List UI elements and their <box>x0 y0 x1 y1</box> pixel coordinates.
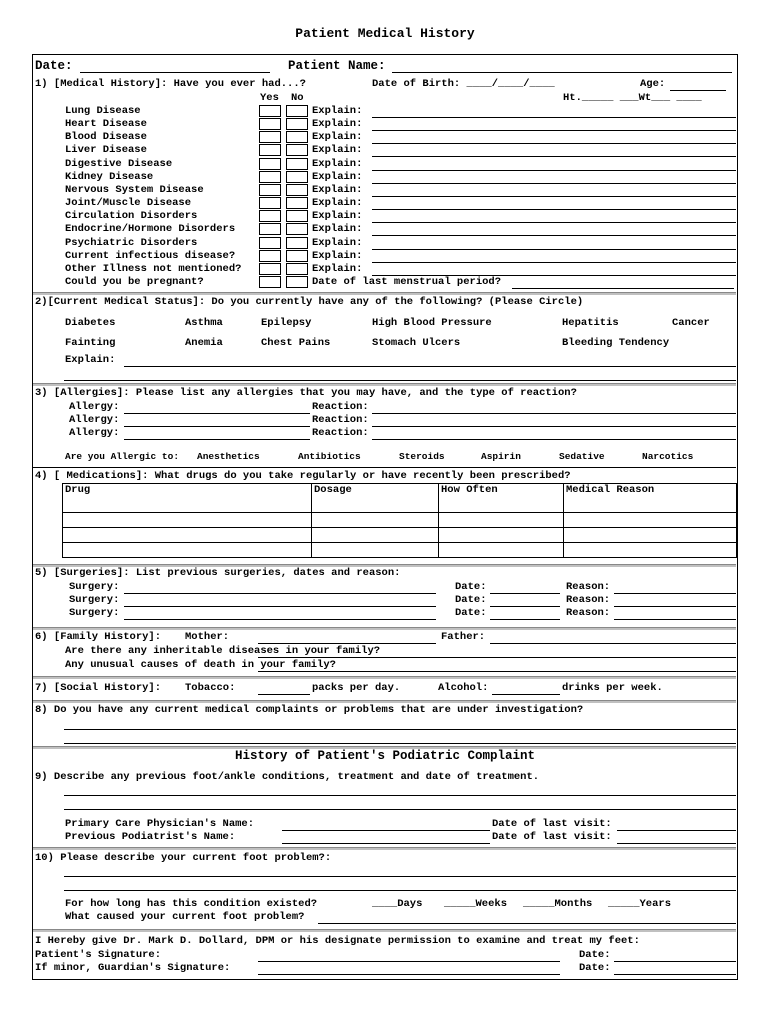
death-causes-question: Any unusual causes of death in your family? <box>65 659 336 671</box>
surgery-date-field[interactable] <box>490 593 560 594</box>
s2-explain-field[interactable] <box>124 366 736 367</box>
s2-heading: 2)[Current Medical Status]: Do you currently have any of the following? (Please Circle) <box>35 296 584 308</box>
explain-field[interactable] <box>372 156 736 157</box>
surgery-date-field[interactable] <box>490 606 560 607</box>
alcohol-field[interactable] <box>492 694 560 695</box>
condition-label: Liver Disease <box>65 144 147 156</box>
explain-label: Explain: <box>312 197 363 209</box>
cond-hepatitis[interactable]: Hepatitis <box>562 317 619 329</box>
s1-heading: 1) [Medical History]: Have you ever had...? <box>35 78 306 90</box>
pcp-last-visit-field[interactable] <box>617 830 736 831</box>
pcp-label: Primary Care Physician's Name: <box>65 818 255 830</box>
age-label: Age: <box>640 78 666 90</box>
surgery-date-field[interactable] <box>490 619 560 620</box>
ht-wt-label: Ht._____ ___Wt___ ____ <box>563 92 702 104</box>
surgery-reason-field[interactable] <box>614 619 736 620</box>
table-row[interactable] <box>63 513 737 528</box>
yes-checkbox[interactable] <box>259 223 281 235</box>
explain-label: Explain: <box>312 250 363 262</box>
inheritable-question: Are there any inheritable diseases in your family? <box>65 645 381 657</box>
explain-label: Explain: <box>312 184 363 196</box>
separator <box>33 383 736 386</box>
s3-heading: 3) [Allergies]: Please list any allergies that you may have, and the type of reaction? <box>35 387 577 399</box>
weeks-option[interactable]: _____Weeks <box>444 898 508 910</box>
cond-chest-pains[interactable]: Chest Pains <box>261 337 331 349</box>
guardian-sig-date-label: Date: <box>579 962 611 974</box>
allergy-label-1: Allergy: <box>69 401 120 413</box>
podiatric-title: History of Patient's Podiatric Complaint <box>234 749 536 763</box>
no-checkbox[interactable] <box>286 210 308 222</box>
no-checkbox[interactable] <box>286 171 308 183</box>
explain-label: Explain: <box>312 237 363 249</box>
patient-sig-date-field[interactable] <box>614 961 736 962</box>
no-checkbox[interactable] <box>286 250 308 262</box>
s8-field-2[interactable] <box>64 743 736 744</box>
days-option[interactable]: ____Days <box>372 898 423 910</box>
how-long-label: For how long has this condition existed? <box>65 898 318 910</box>
allergy-field-3[interactable] <box>124 439 310 440</box>
condition-label: Current infectious disease? <box>65 250 236 262</box>
separator <box>33 292 736 295</box>
explain-field[interactable] <box>372 170 736 171</box>
cond-asthma[interactable]: Asthma <box>185 317 223 329</box>
allergic-to-label: Are you Allergic to: <box>65 451 180 462</box>
menstrual-field[interactable] <box>512 288 734 289</box>
surgery-label: Surgery: <box>69 581 120 593</box>
yes-checkbox[interactable] <box>259 131 281 143</box>
yes-checkbox[interactable] <box>259 197 281 209</box>
s9-field-1[interactable] <box>64 795 736 796</box>
no-checkbox[interactable] <box>286 131 308 143</box>
cause-field[interactable] <box>318 923 736 924</box>
allergen-antibiotics[interactable]: Antibiotics <box>298 451 361 462</box>
no-checkbox[interactable] <box>286 223 308 235</box>
yes-checkbox[interactable] <box>259 171 281 183</box>
surgery-date-label: Date: <box>455 594 487 606</box>
surgery-field[interactable] <box>124 593 436 594</box>
patient-signature-field[interactable] <box>258 961 560 962</box>
surgery-reason-label: Reason: <box>566 607 611 619</box>
no-checkbox[interactable] <box>286 184 308 196</box>
dob-label: Date of Birth: ____/____/____ <box>372 78 555 90</box>
surgery-label: Surgery: <box>69 594 120 606</box>
reaction-field-2[interactable] <box>372 426 736 427</box>
patient-name-field[interactable] <box>392 72 732 73</box>
no-checkbox[interactable] <box>286 105 308 117</box>
yes-checkbox[interactable] <box>259 263 281 275</box>
explain-label: Explain: <box>312 118 363 130</box>
explain-label: Explain: <box>312 171 363 183</box>
yes-checkbox[interactable] <box>259 184 281 196</box>
pod-last-visit-field[interactable] <box>617 843 736 844</box>
s4-heading: 4) [ Medications]: What drugs do you take regularly or have recently been prescribed? <box>35 470 571 482</box>
guardian-signature-field[interactable] <box>258 974 560 975</box>
yes-checkbox[interactable] <box>259 210 281 222</box>
pcp-field[interactable] <box>282 830 490 831</box>
s8-heading: 8) Do you have any current medical complaints or problems that are under investigation? <box>35 704 584 716</box>
col-drug: Drug <box>63 484 312 513</box>
explain-field[interactable] <box>372 196 736 197</box>
explain-label: Explain: <box>312 158 363 170</box>
yes-checkbox[interactable] <box>259 276 281 288</box>
s8-field-1[interactable] <box>64 729 736 730</box>
explain-label: Explain: <box>312 210 363 222</box>
allergen-aspirin[interactable]: Aspirin <box>481 451 521 462</box>
cond-stomach-ulcers[interactable]: Stomach Ulcers <box>372 337 461 349</box>
condition-label: Nervous System Disease <box>65 184 204 196</box>
reaction-field-1[interactable] <box>372 413 736 414</box>
allergen-narcotics[interactable]: Narcotics <box>642 451 694 462</box>
guardian-signature-label: If minor, Guardian's Signature: <box>35 962 231 974</box>
no-checkbox[interactable] <box>286 263 308 275</box>
surgery-date-label: Date: <box>455 607 487 619</box>
prev-podiatrist-field[interactable] <box>282 843 490 844</box>
separator <box>33 676 736 679</box>
prev-podiatrist-label: Previous Podiatrist's Name: <box>65 831 236 843</box>
no-checkbox[interactable] <box>286 276 308 288</box>
yes-checkbox[interactable] <box>259 144 281 156</box>
no-checkbox[interactable] <box>286 158 308 170</box>
medications-table <box>62 483 737 558</box>
allergy-label-2: Allergy: <box>69 414 120 426</box>
tobacco-field[interactable] <box>258 694 310 695</box>
explain-label: Explain: <box>312 223 363 235</box>
surgery-reason-label: Reason: <box>566 594 611 606</box>
menstrual-label: Date of last menstrual period? <box>312 276 502 288</box>
condition-label: Heart Disease <box>65 118 147 130</box>
s5-heading: 5) [Surgeries]: List previous surgeries, dates and reason: <box>35 567 401 579</box>
s6-heading: 6) [Family History]: <box>35 631 162 643</box>
condition-label: Joint/Muscle Disease <box>65 197 192 209</box>
reaction-label-1: Reaction: <box>312 401 369 413</box>
explain-label: Explain: <box>312 144 363 156</box>
condition-label: Endocrine/Hormone Disorders <box>65 223 236 235</box>
s9-field-2[interactable] <box>64 809 736 810</box>
condition-label: Other Illness not mentioned? <box>65 263 242 275</box>
condition-label: Kidney Disease <box>65 171 154 183</box>
s9-heading: 9) Describe any previous foot/ankle conditions, treatment and date of treatment. <box>35 771 540 783</box>
pod-last-visit-label: Date of last visit: <box>492 831 612 843</box>
yes-checkbox[interactable] <box>259 158 281 170</box>
no-checkbox[interactable] <box>286 197 308 209</box>
no-checkbox[interactable] <box>286 144 308 156</box>
allergy-field-2[interactable] <box>124 426 310 427</box>
table-header-row <box>63 484 737 513</box>
reaction-label-3: Reaction: <box>312 427 369 439</box>
allergy-label-3: Allergy: <box>69 427 120 439</box>
table-row[interactable] <box>63 528 737 543</box>
col-how-often: How Often <box>439 484 564 513</box>
father-label: Father: <box>441 631 486 643</box>
cond-cancer[interactable]: Cancer <box>672 317 710 329</box>
s10-field-2[interactable] <box>64 890 736 891</box>
explain-label: Explain: <box>312 131 363 143</box>
separator <box>33 700 736 703</box>
separator <box>33 847 736 850</box>
surgery-label: Surgery: <box>69 607 120 619</box>
explain-label: Explain: <box>312 263 363 275</box>
cond-epilepsy[interactable]: Epilepsy <box>261 317 312 329</box>
drinks-label: drinks per week. <box>562 682 663 694</box>
s2-explain-field-2[interactable] <box>64 380 736 381</box>
alcohol-label: Alcohol: <box>438 682 489 694</box>
allergy-field-1[interactable] <box>124 413 310 414</box>
condition-label: Blood Disease <box>65 131 147 143</box>
s2-explain-label: Explain: <box>65 354 116 366</box>
explain-field[interactable] <box>372 117 736 118</box>
explain-field[interactable] <box>372 249 736 250</box>
surgery-reason-label: Reason: <box>566 581 611 593</box>
surgery-field[interactable] <box>124 606 436 607</box>
date-field[interactable] <box>80 72 270 73</box>
date-label: Date: <box>35 59 73 73</box>
yes-checkbox[interactable] <box>259 250 281 262</box>
yes-checkbox[interactable] <box>259 105 281 117</box>
no-header: No <box>291 92 304 104</box>
father-field[interactable] <box>490 643 736 644</box>
cond-bleeding-tendency[interactable]: Bleeding Tendency <box>562 337 670 349</box>
allergen-anesthetics[interactable]: Anesthetics <box>197 451 260 462</box>
condition-label: Lung Disease <box>65 105 141 117</box>
cond-diabetes[interactable]: Diabetes <box>65 317 116 329</box>
patient-name-label: Patient Name: <box>288 59 386 73</box>
separator <box>33 627 736 630</box>
tobacco-label: Tobacco: <box>185 682 236 694</box>
pcp-last-visit-label: Date of last visit: <box>492 818 612 830</box>
guardian-sig-date-field[interactable] <box>614 974 736 975</box>
yes-checkbox[interactable] <box>259 237 281 249</box>
no-checkbox[interactable] <box>286 237 308 249</box>
mother-label: Mother: <box>185 631 230 643</box>
yes-header: Yes <box>260 92 279 104</box>
patient-sig-date-label: Date: <box>579 949 611 961</box>
condition-label: Psychiatric Disorders <box>65 237 198 249</box>
inheritable-field[interactable] <box>258 657 736 658</box>
packs-label: packs per day. <box>312 682 401 694</box>
allergen-sedative[interactable]: Sedative <box>559 451 605 462</box>
explain-field[interactable] <box>372 209 736 210</box>
condition-label: Circulation Disorders <box>65 210 198 222</box>
allergen-steroids[interactable]: Steroids <box>399 451 445 462</box>
mother-field[interactable] <box>258 643 436 644</box>
surgery-reason-field[interactable] <box>614 593 736 594</box>
condition-label: Could you be pregnant? <box>65 276 204 288</box>
col-dosage: Dosage <box>312 484 439 513</box>
explain-field[interactable] <box>372 222 736 223</box>
explain-label: Explain: <box>312 105 363 117</box>
form-title: Patient Medical History <box>295 26 475 41</box>
cond-high-blood-pressure[interactable]: High Blood Pressure <box>372 317 492 329</box>
years-option[interactable]: _____Years <box>608 898 672 910</box>
explain-field[interactable] <box>372 262 736 263</box>
cond-fainting[interactable]: Fainting <box>65 337 116 349</box>
explain-field[interactable] <box>372 235 736 236</box>
separator <box>33 929 736 932</box>
explain-field[interactable] <box>372 143 736 144</box>
death-causes-field[interactable] <box>258 671 736 672</box>
months-option[interactable]: _____Months <box>523 898 593 910</box>
col-medical-reason: Medical Reason <box>564 484 737 513</box>
yes-checkbox[interactable] <box>259 118 281 130</box>
s10-field-1[interactable] <box>64 876 736 877</box>
explain-field[interactable] <box>372 130 736 131</box>
cause-label: What caused your current foot problem? <box>65 911 305 923</box>
consent-text: I Hereby give Dr. Mark D. Dollard, DPM or his designate permission to examine and treat my feet: <box>35 935 640 947</box>
s10-heading: 10) Please describe your current foot problem?: <box>35 852 332 864</box>
table-row[interactable] <box>63 543 737 558</box>
reaction-field-3[interactable] <box>372 439 736 440</box>
surgery-field[interactable] <box>124 619 436 620</box>
condition-label: Digestive Disease <box>65 158 173 170</box>
s7-heading: 7) [Social History]: <box>35 682 162 694</box>
reaction-label-2: Reaction: <box>312 414 369 426</box>
surgery-date-label: Date: <box>455 581 487 593</box>
explain-field[interactable] <box>372 183 736 184</box>
patient-signature-label: Patient's Signature: <box>35 949 162 961</box>
age-field[interactable] <box>670 90 726 91</box>
no-checkbox[interactable] <box>286 118 308 130</box>
separator-thin <box>33 467 736 468</box>
surgery-reason-field[interactable] <box>614 606 736 607</box>
cond-anemia[interactable]: Anemia <box>185 337 223 349</box>
